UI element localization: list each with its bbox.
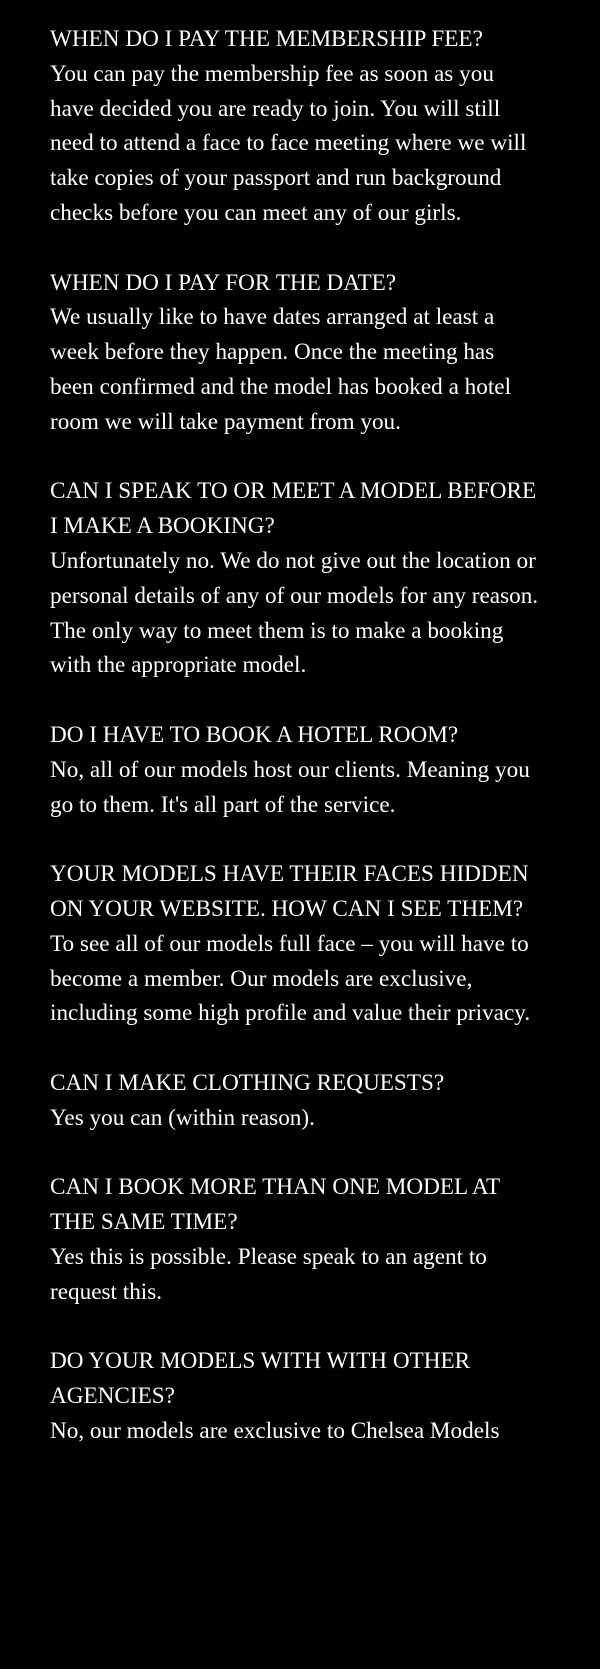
faq-answer: Yes this is possible. Please speak to an agent to request this. [50, 1243, 487, 1305]
faq-question: WHEN DO I PAY FOR THE DATE? [50, 269, 397, 296]
faq-answer: We usually like to have dates arranged at least a week before they happen. Once the meeting has been confirmed and the model has booked a hotel room we will take payment from you. [50, 304, 512, 435]
faq-item [50, 266, 540, 440]
faq-answer: You can pay the membership fee as soon as you have decided you are ready to join. You will still need to attend a face to face meeting where we will take copies of your passport and run background checks before you can meet any of our girls. [50, 60, 527, 226]
faq-item [50, 1344, 540, 1448]
faq-item [50, 718, 540, 822]
faq-question: CAN I SPEAK TO OR MEET A MODEL BEFORE I MAKE A BOOKING? [50, 478, 537, 540]
faq-answer: No, all of our models host our clients. Meaning you go to them. It's all part of the service. [50, 756, 530, 818]
faq-question: CAN I BOOK MORE THAN ONE MODEL AT THE SAME TIME? [50, 1174, 500, 1236]
faq-answer: Unfortunately no. We do not give out the location or personal details of any of our models for any reason. The only way to meet them is to make a booking with the appropriate model. [50, 547, 539, 679]
faq-answer: Yes you can (within reason). [50, 1104, 315, 1131]
faq-item [50, 1170, 540, 1309]
faq-item [50, 857, 540, 1031]
faq-item [50, 22, 540, 231]
faq-answer: To see all of our models full face – you will have to become a member. Our models are exclusive, including some high profile and value their privacy. [50, 930, 531, 1027]
faq-question: WHEN DO I PAY THE MEMBERSHIP FEE? [50, 26, 483, 52]
faq-question: CAN I MAKE CLOTHING REQUESTS? [50, 1069, 445, 1096]
faq-question: DO YOUR MODELS WITH WITH OTHER AGENCIES? [50, 1348, 471, 1410]
faq-question: DO I HAVE TO BOOK A HOTEL ROOM? [50, 721, 459, 748]
faq-item [50, 474, 540, 683]
faq-question: YOUR MODELS HAVE THEIR FACES HIDDEN ON YOUR WEBSITE. HOW CAN I SEE THEM? [50, 861, 529, 922]
faq-answer: No, our models are exclusive to Chelsea Models [50, 1417, 500, 1444]
faq-item [50, 1066, 540, 1136]
